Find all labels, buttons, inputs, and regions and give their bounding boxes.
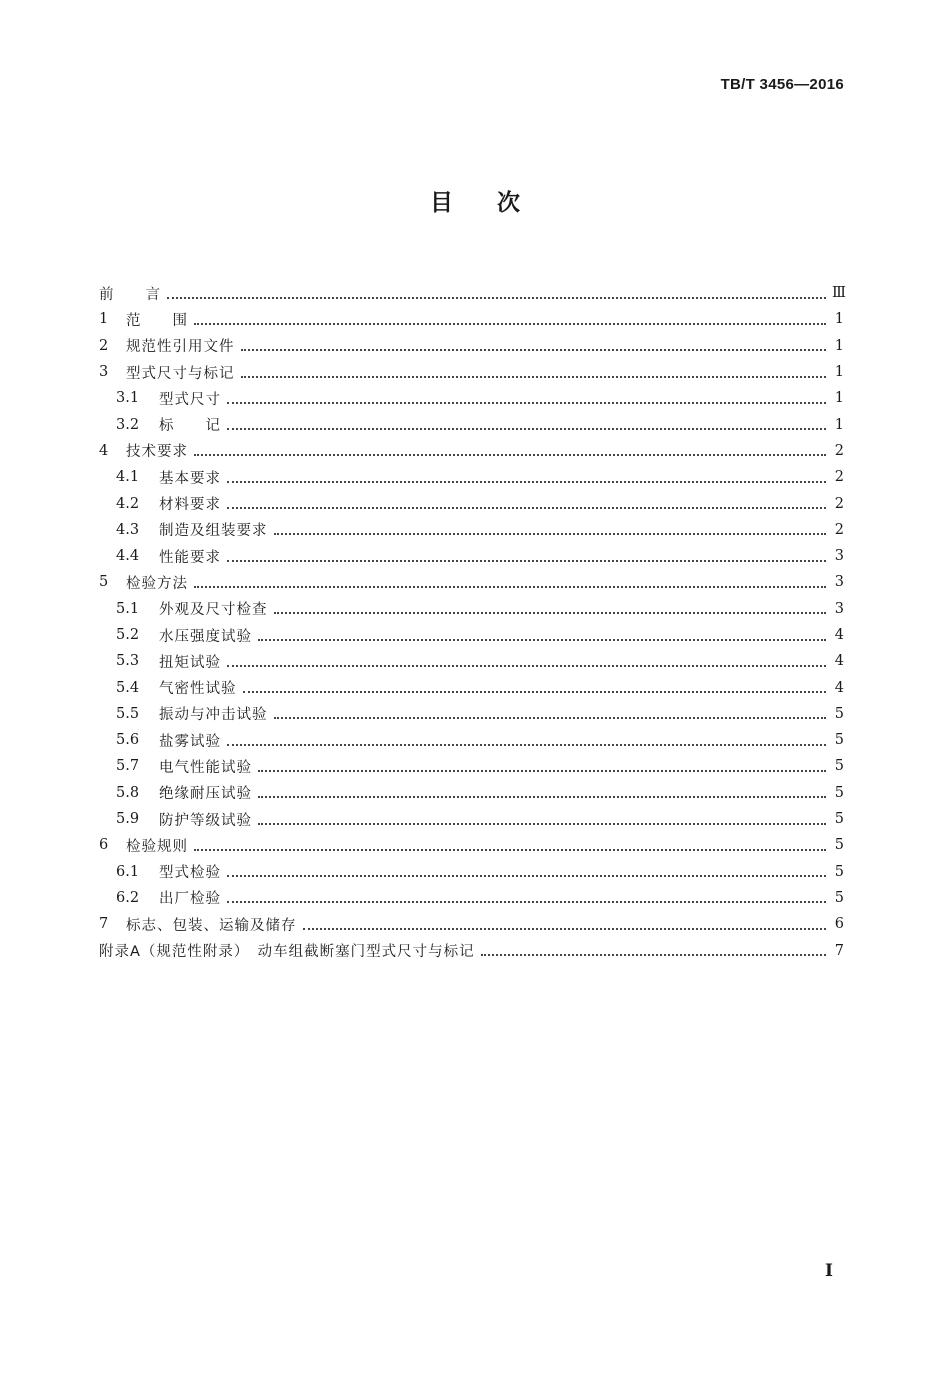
toc-entry-page: 1	[834, 337, 844, 354]
toc-entry[interactable]	[99, 569, 844, 595]
toc-entry-page: 3	[834, 600, 844, 617]
dot-leader	[258, 770, 826, 772]
dot-leader	[258, 639, 826, 641]
toc-entry[interactable]	[99, 701, 844, 727]
toc-entry-number: 5	[99, 574, 109, 591]
toc-entry-number: 6.2	[116, 889, 140, 906]
dot-leader	[227, 402, 826, 404]
toc-entry[interactable]	[99, 385, 844, 411]
toc-entry-label: 电气性能试验	[159, 759, 252, 776]
toc-entry-number: 1	[99, 311, 109, 328]
toc-entry-page: 1	[834, 311, 844, 328]
toc-entry-number: 6	[99, 837, 109, 854]
toc-entry-page: 5	[834, 811, 844, 828]
dot-leader	[167, 297, 826, 299]
toc-entry-page: 4	[834, 679, 844, 696]
dot-leader	[303, 928, 827, 930]
toc-entry-page: 2	[834, 495, 844, 512]
toc-entry-number: 3.2	[116, 416, 140, 433]
toc-entry-label: 振动与冲击试验	[159, 707, 268, 724]
toc-entry-label: 盐雾试验	[159, 733, 221, 750]
toc-entry[interactable]	[99, 648, 844, 674]
toc-entry-number: 5.4	[116, 679, 140, 696]
toc-entry-label: 水压强度试验	[159, 628, 252, 645]
toc-entry-page: Ⅲ	[832, 285, 846, 302]
dot-leader	[227, 560, 826, 562]
dot-leader	[481, 954, 826, 956]
toc-entry-page: 2	[834, 521, 844, 538]
dot-leader	[274, 717, 827, 719]
toc-entry-number: 5.1	[116, 600, 140, 617]
toc-entry-label: 标 记	[159, 418, 221, 435]
toc-entry-label: 标志、包装、运输及储存	[126, 917, 297, 934]
toc-entry-page: 5	[834, 889, 844, 906]
toc-entry[interactable]	[99, 280, 844, 306]
toc-entry-number: 4.2	[116, 495, 140, 512]
toc-entry-number: 5.6	[116, 732, 140, 749]
toc-entry[interactable]	[99, 674, 844, 700]
toc-entry[interactable]	[99, 438, 844, 464]
toc-entry-page: 5	[834, 784, 844, 801]
toc-entry-label: 防护等级试验	[159, 812, 252, 829]
toc-entry-label: 范 围	[126, 312, 188, 329]
toc-entry-label: 材料要求	[159, 497, 221, 514]
toc-entry-page: 2	[834, 442, 844, 459]
toc-entry-number: 5.5	[116, 705, 140, 722]
standard-code: TB/T 3456—2016	[720, 76, 844, 93]
toc-entry-label: 性能要求	[159, 549, 221, 566]
dot-leader	[227, 507, 826, 509]
dot-leader	[227, 481, 826, 483]
toc-entry-label: 气密性试验	[159, 681, 237, 698]
toc-entry-page: 5	[834, 705, 844, 722]
toc-entry[interactable]	[99, 596, 844, 622]
toc-entry-label: 规范性引用文件	[126, 339, 235, 356]
toc-entry-page: 4	[834, 627, 844, 643]
dot-leader	[241, 376, 827, 378]
dot-leader	[227, 665, 826, 667]
dot-leader	[227, 901, 826, 903]
dot-leader	[194, 454, 826, 456]
toc-entry-number: 3.1	[116, 390, 140, 407]
toc-entry[interactable]	[99, 490, 844, 516]
toc-entry[interactable]	[99, 911, 844, 937]
toc-entry[interactable]	[99, 885, 844, 911]
page-title: 目次	[430, 190, 564, 216]
toc-entry[interactable]	[99, 832, 844, 858]
toc-entry[interactable]	[99, 359, 844, 385]
dot-leader	[258, 823, 826, 825]
toc-entry[interactable]	[99, 464, 844, 490]
toc-entry[interactable]	[99, 333, 844, 359]
toc-entry-page: 5	[834, 837, 844, 854]
toc-entry[interactable]	[99, 753, 844, 779]
toc-entry-page: 3	[834, 548, 844, 565]
dot-leader	[194, 849, 826, 851]
dot-leader	[243, 691, 827, 693]
toc-entry-label: 绝缘耐压试验	[159, 786, 252, 803]
toc-entry-number: 4.3	[116, 521, 140, 538]
toc-entry-label: 前 言	[99, 286, 161, 303]
toc-entry-label: 基本要求	[159, 470, 221, 487]
toc-entry-number: 5.3	[116, 653, 140, 670]
toc-entry-number: 5.9	[116, 811, 140, 828]
toc-entry-page: 1	[834, 416, 844, 433]
toc-entry-page: 1	[834, 364, 844, 381]
toc-entry[interactable]	[99, 780, 844, 806]
toc-entry-label: 型式检验	[159, 865, 221, 882]
toc-entry-page: 3	[834, 574, 844, 591]
dot-leader	[194, 323, 826, 325]
dot-leader	[258, 796, 826, 798]
page-number: Ⅰ	[825, 1261, 833, 1281]
toc-entry-label: 检验规则	[126, 838, 188, 855]
toc-entry-label: 型式尺寸	[159, 391, 221, 408]
toc-entry-label: 型式尺寸与标记	[126, 365, 235, 382]
dot-leader	[241, 349, 827, 351]
dot-leader	[274, 533, 827, 535]
toc-entry-page: 6	[834, 916, 844, 933]
toc-entry-page: 5	[834, 863, 844, 880]
toc-entry[interactable]	[99, 859, 844, 885]
toc-entry-number: 4	[99, 442, 109, 459]
toc-entry-label: 出厂检验	[159, 891, 221, 908]
table-of-contents	[99, 280, 844, 964]
toc-entry-number: 5.2	[116, 627, 140, 643]
dot-leader	[227, 875, 826, 877]
toc-entry-page: 5	[834, 758, 844, 775]
toc-entry-number: 6.1	[116, 863, 140, 880]
toc-entry-page: 7	[834, 942, 844, 959]
toc-entry-number: 4.4	[116, 548, 140, 565]
toc-entry-number: 7	[99, 916, 109, 933]
toc-entry[interactable]	[99, 411, 844, 437]
toc-entry[interactable]	[99, 543, 844, 569]
dot-leader	[194, 586, 826, 588]
toc-entry[interactable]	[99, 937, 844, 963]
toc-entry-label: 外观及尺寸检查	[159, 602, 268, 619]
toc-entry-number: 2	[99, 337, 109, 354]
toc-entry-label: 扭矩试验	[159, 654, 221, 671]
toc-entry-label: 制造及组装要求	[159, 523, 268, 540]
toc-entry-page: 4	[834, 653, 844, 670]
toc-entry[interactable]	[99, 306, 844, 332]
toc-entry[interactable]	[99, 806, 844, 832]
toc-entry-page: 2	[834, 469, 844, 486]
dot-leader	[227, 428, 826, 430]
toc-entry-label: 附录A（规范性附录） 动车组截断塞门型式尺寸与标记	[99, 944, 475, 961]
toc-entry-number: 4.1	[116, 469, 140, 486]
toc-entry-page: 1	[834, 390, 844, 407]
toc-entry[interactable]	[99, 622, 844, 648]
toc-entry-number: 5.8	[116, 784, 140, 801]
toc-entry[interactable]	[99, 727, 844, 753]
toc-entry-label: 检验方法	[126, 575, 188, 592]
dot-leader	[227, 744, 826, 746]
toc-entry[interactable]	[99, 517, 844, 543]
dot-leader	[274, 612, 827, 614]
toc-entry-number: 5.7	[116, 758, 140, 775]
toc-entry-number: 3	[99, 364, 109, 381]
toc-entry-label: 技术要求	[126, 444, 188, 461]
toc-entry-page: 5	[834, 732, 844, 749]
